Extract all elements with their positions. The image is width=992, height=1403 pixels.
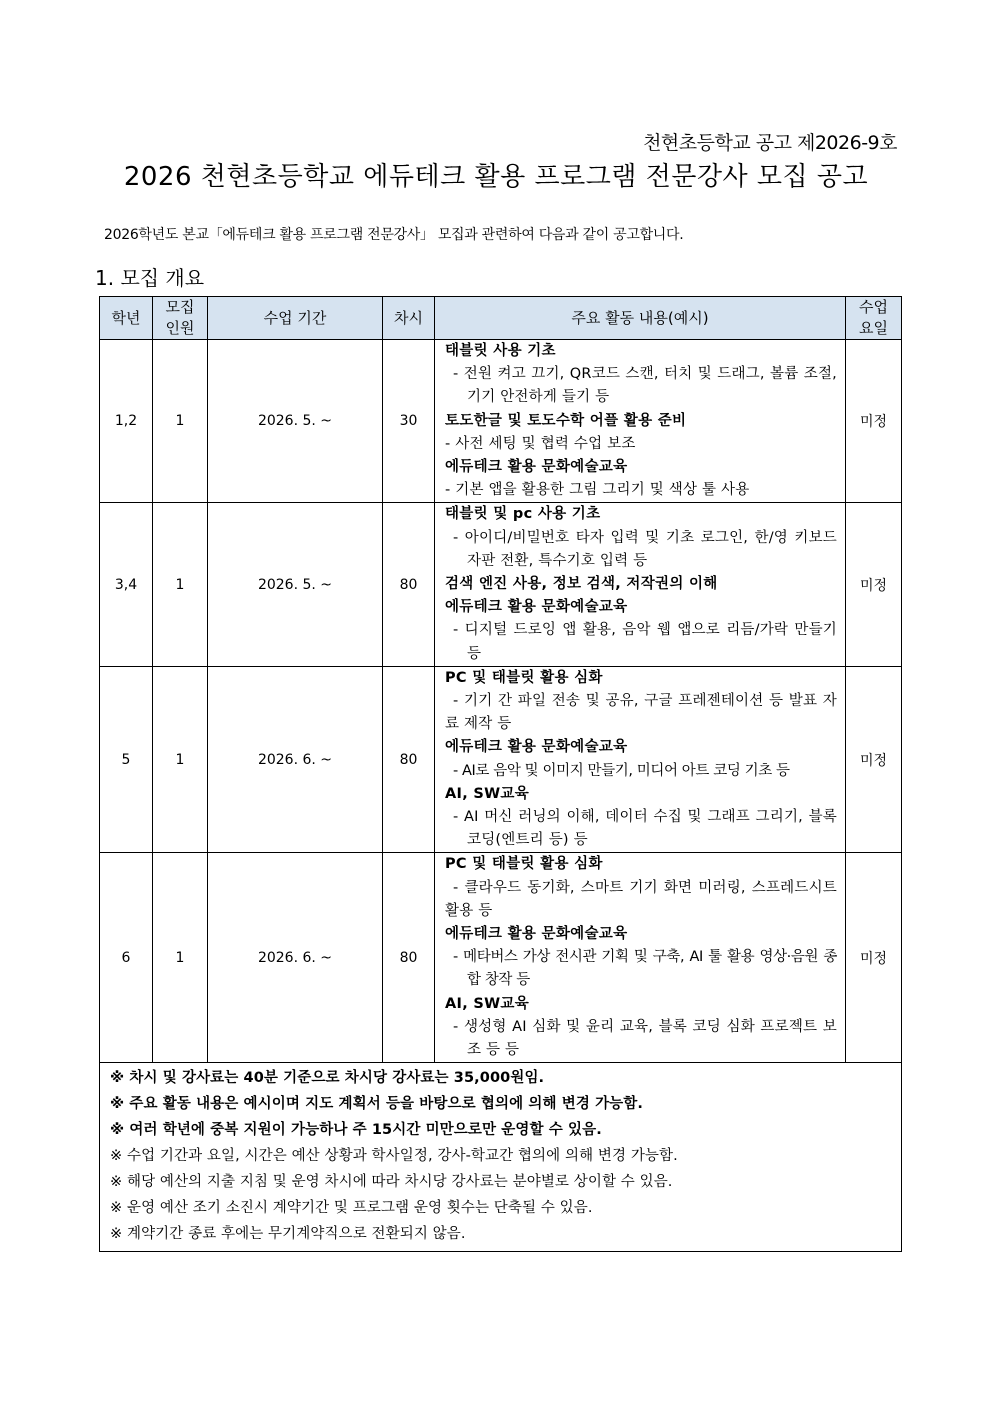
- activity-title: PC 및 태블릿 활용 심화: [445, 669, 603, 686]
- activity-item: - 클라우드 동기화, 스마트 기기 화면 미러링, 스프레드시트 활용 등: [445, 879, 837, 919]
- grade-cell: 3,4: [100, 503, 153, 666]
- table-header-row: [100, 297, 902, 340]
- table-row: [100, 340, 902, 503]
- activities-cell: [435, 666, 846, 853]
- day-cell: 미정: [846, 340, 902, 503]
- note-item: ※ 주요 활동 내용은 예시이며 지도 계획서 등을 바탕으로 협의에 의해 변경 가능함.: [110, 1096, 644, 1113]
- column-header-period: 수업 기간: [208, 297, 383, 340]
- activity-title: 검색 엔진 사용, 정보 검색, 저작권의 이해: [445, 576, 718, 593]
- grade-cell: 5: [100, 666, 153, 853]
- activity-title: 에듀테크 활용 문화예술교육: [445, 739, 628, 756]
- notes-cell: [100, 1063, 902, 1252]
- activity-item: - AI 머신 러닝의 이해, 데이터 수집 및 그래프 그리기, 블록 코딩(엔트리 등) 등: [453, 809, 837, 849]
- intro-paragraph: 2026학년도 본교「에듀테크 활용 프로그램 전문강사」 모집과 관련하여 다음과 같이 공고합니다.: [104, 227, 684, 243]
- activity-title: AI, SW교육: [445, 785, 530, 802]
- section-heading: 1. 모집 개요: [95, 266, 205, 290]
- note-item: ※ 차시 및 강사료는 40분 기준으로 차시당 강사료는 35,000원임.: [110, 1070, 545, 1087]
- sessions-cell: 80: [383, 666, 435, 853]
- period-cell: 2026. 5. ~: [208, 340, 383, 503]
- activities-cell: [435, 853, 846, 1063]
- column-header-grade: 학년: [100, 297, 153, 340]
- grade-cell: 1,2: [100, 340, 153, 503]
- count-cell: 1: [153, 503, 208, 666]
- activity-item: - 디지털 드로잉 앱 활용, 음악 웹 앱으로 리듬/가락 만들기 등: [453, 622, 837, 662]
- activity-title: 태블릿 및 pc 사용 기초: [445, 506, 601, 523]
- activities-cell: [435, 503, 846, 666]
- table-row: [100, 853, 902, 1063]
- recruitment-table: [99, 296, 902, 1252]
- period-cell: 2026. 6. ~: [208, 666, 383, 853]
- activity-item: - 아이디/비밀번호 타자 입력 및 기초 로그인, 한/영 키보드 자판 전환, 특수기호 입력 등: [453, 529, 837, 569]
- column-header-sessions: 차시: [383, 297, 435, 340]
- note-item: ※ 계약기간 종료 후에는 무기계약직으로 전환되지 않음.: [110, 1226, 466, 1243]
- activity-title: 에듀테크 활용 문화예술교육: [445, 459, 628, 476]
- day-cell: 미정: [846, 666, 902, 853]
- day-cell: 미정: [846, 503, 902, 666]
- count-cell: 1: [153, 666, 208, 853]
- period-cell: 2026. 5. ~: [208, 503, 383, 666]
- sessions-cell: 30: [383, 340, 435, 503]
- count-cell: 1: [153, 340, 208, 503]
- table-row: [100, 503, 902, 666]
- activity-item: - 전원 켜고 끄기, QR코드 스캔, 터치 및 드래그, 볼륨 조절, 기기 안전하게 들기 등: [453, 366, 837, 406]
- activities-cell: [435, 340, 846, 503]
- activity-item: - 메타버스 가상 전시관 기획 및 구축, AI 툴 활용 영상·음원 종합 창작 등: [453, 949, 837, 989]
- notes-row: [100, 1063, 902, 1252]
- grade-cell: 6: [100, 853, 153, 1063]
- activity-title: 에듀테크 활용 문화예술교육: [445, 926, 628, 943]
- note-item: ※ 해당 예산의 지출 지침 및 운영 차시에 따라 차시당 강사료는 분야별로 상이할 수 있음.: [110, 1174, 673, 1191]
- note-item: ※ 여러 학년에 중복 지원이 가능하나 주 15시간 미만으로만 운영할 수 있음.: [110, 1122, 602, 1139]
- column-header-day: 수업 요일: [846, 297, 902, 340]
- count-cell: 1: [153, 853, 208, 1063]
- document-title: 2026 천현초등학교 에듀테크 활용 프로그램 전문강사 모집 공고: [123, 162, 869, 192]
- table-row: [100, 666, 902, 853]
- activity-item: - 기기 간 파일 전송 및 공유, 구글 프레젠테이션 등 발표 자료 제작 등: [445, 693, 837, 733]
- note-item: ※ 운영 예산 조기 소진시 계약기간 및 프로그램 운영 횟수는 단축될 수 있음.: [110, 1200, 593, 1217]
- column-header-activities: 주요 활동 내용(예시): [435, 297, 846, 340]
- announcement-number: 천현초등학교 공고 제2026-9호: [643, 132, 897, 154]
- activity-title: AI, SW교육: [445, 995, 530, 1012]
- sessions-cell: 80: [383, 853, 435, 1063]
- sessions-cell: 80: [383, 503, 435, 666]
- activity-item: - 사전 세팅 및 협력 수업 보조: [445, 435, 636, 452]
- activity-title: 에듀테크 활용 문화예술교육: [445, 599, 628, 616]
- activity-title: 토도한글 및 토도수학 어플 활용 준비: [445, 412, 687, 429]
- note-item: ※ 수업 기간과 요일, 시간은 예산 상황과 학사일정, 강사-학교간 협의에 의해 변경 가능함.: [110, 1148, 678, 1165]
- activity-item: - 생성형 AI 심화 및 윤리 교육, 블록 코딩 심화 프로젝트 보조 등 등: [453, 1018, 837, 1059]
- day-cell: 미정: [846, 853, 902, 1063]
- activity-title: 태블릿 사용 기초: [445, 343, 556, 359]
- activity-item: - AI로 음악 및 이미지 만들기, 미디어 아트 코딩 기초 등: [453, 762, 790, 779]
- column-header-count: 모집 인원: [153, 297, 208, 340]
- activity-title: PC 및 태블릿 활용 심화: [445, 856, 603, 873]
- activity-item: - 기본 앱을 활용한 그림 그리기 및 색상 툴 사용: [445, 482, 750, 499]
- period-cell: 2026. 6. ~: [208, 853, 383, 1063]
